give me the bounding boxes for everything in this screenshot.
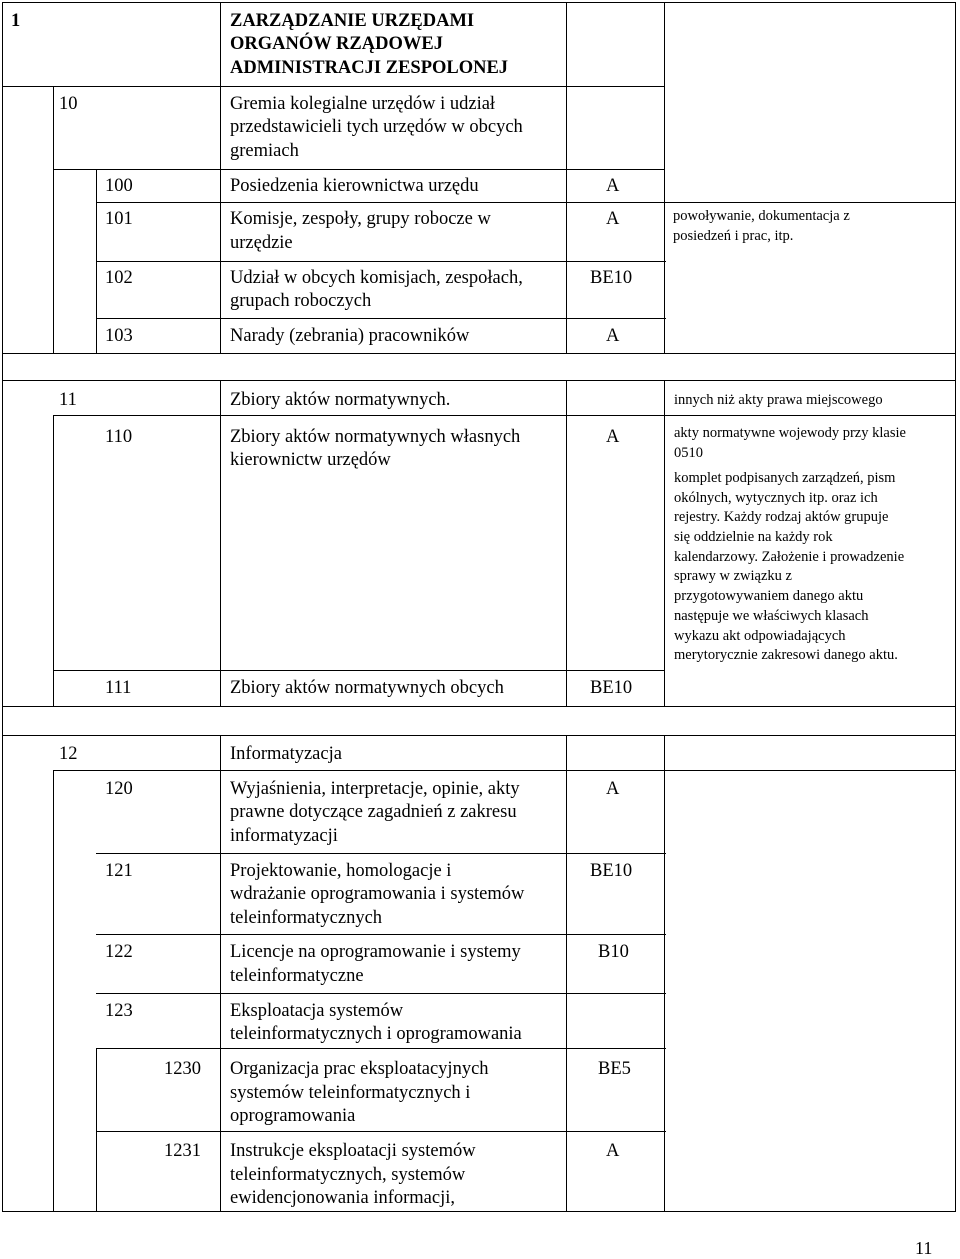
row-120-category: A (606, 779, 620, 799)
row-110-code: 110 (105, 427, 133, 447)
row-120-code: 120 (105, 779, 133, 799)
row-110-note-b-line-3: rejestry. Każdy rodzaj aktów grupuje (674, 509, 889, 525)
row-110-note-b-line-6: sprawy w związku z (674, 568, 792, 584)
row-120-title-line-2: prawne dotyczące zagadnień z zakresu (230, 802, 517, 822)
row-1230-code: 1230 (164, 1059, 201, 1079)
row-110-note-b-line-9: wykazu akt odpowiadających (674, 628, 846, 644)
row-1231-title-line-2: teleinformatycznych, systemów (230, 1165, 466, 1185)
row-120-title-line-3: informatyzacji (230, 826, 338, 846)
row-123-title-line-1: Eksploatacja systemów (230, 1001, 404, 1021)
row-100-category: A (606, 176, 620, 196)
section-10-code: 10 (59, 94, 78, 114)
row-110-note-b-line-7: przygotowywaniem danego aktu (674, 588, 864, 604)
row-110-category: A (606, 427, 620, 447)
row-1231-category: A (606, 1141, 620, 1161)
row-110-note-b-line-5: kalendarzowy. Założenie i prowadzenie (674, 549, 905, 565)
row-101-code: 101 (105, 209, 133, 229)
row-121-code: 121 (105, 861, 133, 881)
row-110-note-b-line-2: okólnych, wytycznych itp. oraz ich (674, 490, 878, 506)
row-103-code: 103 (105, 326, 133, 346)
row-110-note-b-line-8: następuje we właściwych klasach (674, 608, 869, 624)
row-110-title-line-1: Zbiory aktów normatywnych własnych (230, 427, 521, 447)
row-1230-title-line-1: Organizacja prac eksploatacyjnych (230, 1059, 489, 1079)
row-102-title-line-1: Udział w obcych komisjach, zespołach, (230, 268, 523, 288)
row-1230-title-line-2: systemów teleinformatycznych i (230, 1083, 471, 1103)
row-122-title-line-2: teleinformatyczne (230, 966, 364, 986)
row-120-title-line-1: Wyjaśnienia, interpretacje, opinie, akty (230, 779, 520, 799)
section-1-title-line-3: ADMINISTRACJI ZESPOLONEJ (230, 58, 509, 78)
row-111-category: BE10 (590, 678, 633, 698)
row-100-code: 100 (105, 176, 133, 196)
row-110-note-b-line-1: komplet podpisanych zarządzeń, pism (674, 470, 896, 486)
row-103-title: Narady (zebrania) pracowników (230, 326, 470, 346)
row-122-code: 122 (105, 942, 133, 962)
row-1231-code: 1231 (164, 1141, 201, 1161)
section-11-note: innych niż akty prawa miejscowego (674, 392, 883, 408)
section-1-code: 1 (11, 11, 21, 31)
page-number: 11 (915, 1238, 933, 1258)
row-123-code: 123 (105, 1001, 133, 1021)
row-1230-category: BE5 (598, 1059, 631, 1079)
section-10-title-line-2: przedstawicieli tych urzędów w obcych (230, 117, 523, 137)
row-101-category: A (606, 209, 620, 229)
row-122-title-line-1: Licencje na oprogramowanie i systemy (230, 942, 521, 962)
row-110-note-b-line-4: się oddzielnie na każdy rok (674, 529, 833, 545)
section-1-title-line-1: ZARZĄDZANIE URZĘDAMI (230, 11, 475, 31)
row-100-title: Posiedzenia kierownictwa urzędu (230, 176, 479, 196)
row-111-code: 111 (105, 678, 132, 698)
row-121-category: BE10 (590, 861, 633, 881)
row-1231-title-line-3: ewidencjonowania informacji, (230, 1188, 455, 1208)
section-11-code: 11 (59, 390, 77, 410)
row-111-title: Zbiory aktów normatywnych obcych (230, 678, 504, 698)
section-11-title: Zbiory aktów normatywnych. (230, 390, 451, 410)
row-110-title-line-2: kierownictw urzędów (230, 450, 391, 470)
row-121-title-line-2: wdrażanie oprogramowania i systemów (230, 884, 525, 904)
row-102-code: 102 (105, 268, 133, 288)
section-1-title-line-2: ORGANÓW RZĄDOWEJ (230, 34, 443, 54)
row-1231-title-line-1: Instrukcje eksploatacji systemów (230, 1141, 476, 1161)
row-110-note-a-line-1: akty normatywne wojewody przy klasie (674, 425, 906, 441)
row-102-title-line-2: grupach roboczych (230, 291, 372, 311)
section-10-title-line-1: Gremia kolegialne urzędów i udział (230, 94, 496, 114)
row-110-note-b-line-10: merytorycznie zakresowi danego aktu. (674, 647, 898, 663)
row-110-note-a-line-2: 0510 (674, 445, 703, 461)
section-12-title: Informatyzacja (230, 744, 342, 764)
row-101-note-line-2: posiedzeń i prac, itp. (673, 228, 794, 244)
row-1230-title-line-3: oprogramowania (230, 1106, 356, 1126)
row-101-title-line-1: Komisje, zespoły, grupy robocze w (230, 209, 491, 229)
section-10-title-line-3: gremiach (230, 141, 299, 161)
section-12-code: 12 (59, 744, 78, 764)
row-102-category: BE10 (590, 268, 633, 288)
row-122-category: B10 (598, 942, 629, 962)
row-101-note-line-1: powoływanie, dokumentacja z (673, 208, 850, 224)
row-101-title-line-2: urzędzie (230, 233, 293, 253)
row-121-title-line-1: Projektowanie, homologacje i (230, 861, 452, 881)
row-123-title-line-2: teleinformatycznych i oprogramowania (230, 1024, 522, 1044)
row-121-title-line-3: teleinformatycznych (230, 908, 383, 928)
row-103-category: A (606, 326, 620, 346)
